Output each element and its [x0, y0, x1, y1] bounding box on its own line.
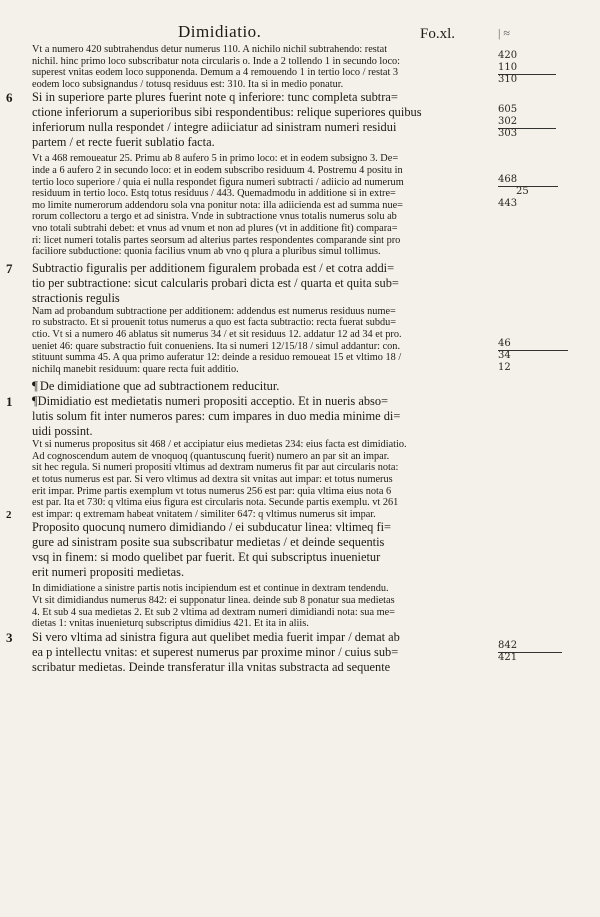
text-line: ri: licet numeri totalis partes seorsum ad alterius partes respondentes comparande sint pro	[32, 234, 401, 246]
margin-number: 420	[498, 50, 518, 61]
text-line: erit impar. Prime partis exemplum vt totus numerus 256 est par: quia vltima eius nota 6	[32, 485, 392, 497]
margin-number: 605	[498, 104, 518, 115]
corner-mark: | ≈	[498, 26, 510, 40]
rule-paragraph-3	[6, 629, 494, 675]
text-line: uidi possint.	[32, 424, 93, 439]
text-line: erit numeri propositi medietas.	[32, 565, 185, 580]
text-line: et totus numerus est par. Si vero vltimus ad dextra sit vnitas aut impar: et totus numerus	[32, 474, 393, 486]
text-line: partem / et recte fuerit sublatio facta.	[32, 135, 215, 150]
rule-paragraph-1	[6, 394, 494, 439]
text-line: stractionis regulis	[32, 290, 120, 305]
margin-number: 421	[498, 652, 518, 663]
rule-paragraph-7	[6, 260, 494, 306]
text-line: Vt a 468 remoueatur 25. Primu ab 8 aufero 5 in primo loco: et in eodem subsigno 3. De=	[32, 153, 399, 165]
text-line: residuum in tertio loco. Estq totus residuus / 443. Quemadmodu in additione si in extre=	[32, 188, 396, 200]
text-line: nichilq manebit residuum: quare recta fuit additio.	[32, 363, 239, 375]
text-line: tio per subtractione: sicut calcularis probari dicta est / quarta et quita sub=	[32, 275, 399, 290]
text-line: tertio loco superiore / quia ei nulla respondet figura numeri subtracti / adiicio ad numerum	[32, 176, 404, 188]
text-line: Nam ad probandum subtractione per additionem: addendus est numerus residuus nume=	[32, 305, 396, 317]
text-line: inde a 6 aufero 2 in secundo loco: et in eodem subscribo residuum 4. Postremu 4 positu in	[32, 164, 403, 176]
text-line: stituunt summa 45. A qua primo auferatur 12: deinde a residuo remoueat 15 et vltimo 18 /	[32, 352, 402, 364]
text-line: lutis solum fit inter numeros pares: cum impares in duo media minime di=	[32, 409, 401, 424]
text-line: vsq in finem: si modo quelibet par fuerit. Et qui subscriptus inuenietur	[32, 550, 381, 565]
margin-example-1	[498, 50, 584, 86]
text-line: Si in superiore parte plures fuerint note q inferiore: tunc completa subtra=	[32, 90, 398, 105]
text-line: In dimidiatione a sinistre partis notis incipiendum est et continue in dextram tendendu.	[32, 583, 389, 595]
margin-number: 46	[498, 338, 511, 349]
margin-number: 443	[498, 198, 518, 209]
text-line: 4. Et sub 4 sua medietas 2. Et sub 2 vltima ad dextram numeri dimidiandi nota: sua me=	[32, 606, 395, 618]
text-line: Vt si numerus propositus sit 468 / et accipiatur eius medietas 234: eius facta est dimidiatio.	[32, 439, 407, 451]
text-line: est impar: q extremam habeat vnitatem / similiter 647: q vltimus numerus sit impar.	[32, 508, 376, 520]
example-block-5	[32, 583, 494, 629]
text-line: nichil. hinc primo loco subscribatur nota circularis o. Inde a 2 tollendo 1 in secundo loco:	[32, 55, 401, 67]
rule-number: 2	[6, 508, 12, 521]
text-line: eodem loco subsignandus / totusq residuus est: 310. Ita si in medio ponatur.	[32, 78, 344, 90]
rule-number: 1	[6, 394, 13, 410]
margin-example-2	[498, 104, 584, 140]
margin-number: 468	[498, 174, 518, 185]
text-line: rorum collectoru a tergo et ad sinistra. Vnde in subtractione vnus totalis numerus solu ab	[32, 211, 397, 223]
example-block-3	[32, 306, 494, 376]
margin-number: 25	[516, 186, 529, 197]
margin-number: 34	[498, 350, 511, 361]
margin-number: 12	[498, 362, 511, 373]
text-line: faciliore subductione: quonia facilius vnum ab vno q plura a pluribus simul tollimus.	[32, 246, 381, 258]
page-header-title: Dimidiatio.	[178, 22, 262, 41]
margin-number: 842	[498, 640, 518, 651]
text-line: est par. Ita et 730: q vltima eius figura est circularis nota. Secunde partis exemplu. vt 261	[32, 497, 399, 509]
rule-paragraph-2	[32, 520, 494, 580]
text-line: ctio. Vt si a numero 46 ablatus sit numerus 34 / et sit residuus 12. addatur 12 ad 34 et pro.	[32, 328, 402, 340]
rule-paragraph-6	[6, 90, 494, 150]
text-line: Proposito quocunq numero dimidiando / ei subducatur linea: vltimeq fi=	[32, 520, 392, 535]
text-line: scribatur medietas. Deinde transferatur illa vnitas substracta ad sequente	[32, 659, 391, 674]
text-line: ueniet 46: quare substractio fuit conueniens. Ita si numeri 12/15/18 / simul addantur: con.	[32, 340, 401, 352]
text-line: sit hec regula. Si numeri propositi vltimus ad dextram numerus fit par aut circularis nota:	[32, 462, 399, 474]
margin-example-4	[498, 338, 584, 374]
text-line: Ad cognoscendum autem de vnoquoq (quantuscunq fuerit) numero an par sit an impar.	[32, 450, 390, 462]
margin-number: 303	[498, 128, 518, 139]
text-line: Si vero vltima ad sinistra figura aut quelibet media fuerit impar / demat ab	[32, 629, 400, 644]
text-line: inferiorum nulla respondet / integre adiiciatur ad sinistram numeri residui	[32, 120, 397, 135]
text-line: ctione inferiorum a superioribus sibi respondentibus: relique superiores quibus	[32, 105, 422, 120]
margin-number: 302	[498, 116, 518, 127]
text-line: ¶Dimidiatio est medietatis numeri propositi acceptio. Et in nueris abso=	[32, 394, 389, 409]
text-line: Subtractio figuralis per additionem figuralem probada est / et cotra addi=	[32, 260, 395, 275]
margin-number: 110	[498, 62, 518, 73]
text-line: dietas 1: vnitas inuenieturq subscriptus dimidius 421. Et ita in aliis.	[32, 618, 309, 630]
text-line: Vt a numero 420 subtrahendus detur numerus 110. A nichilo nichil subtrahendo: restat	[32, 44, 388, 55]
rule-number: 3	[6, 629, 13, 645]
margin-example-5	[498, 640, 584, 664]
example-block-4	[6, 439, 494, 521]
margin-number: 310	[498, 74, 518, 85]
text-line: Vt sit dimidiandus numerus 842: ei supponatur linea. deinde sub 8 ponatur sua medietas	[32, 595, 395, 607]
section-heading-text: De dimidiatione que ad subtractionem reducitur.	[39, 379, 280, 394]
text-line: superest vnitas eodem loco supponenda. Demum a 4 remouendo 1 in tertio loco / restat 3	[32, 67, 399, 79]
rule-number: 7	[6, 260, 13, 276]
text-line: ea p intellectu vnitas: et superest numerus par proxime minor / cuius sub=	[32, 644, 399, 659]
text-line: vno totali subtrahi debet: et vnus ad vnum et non ad plures (vt in additione fit) compara=	[32, 222, 398, 234]
text-line: ro substracto. Et si prouenit totus numerus a quo est facta subtractio: recta fuerat subdu=	[32, 317, 397, 329]
folio-number: Fo.xl.	[420, 26, 456, 42]
example-block-1	[32, 44, 494, 90]
pilcrow-icon: ¶	[32, 378, 38, 394]
page-body	[6, 44, 494, 675]
example-block-2	[32, 153, 494, 257]
text-line: mo limite numerorum addendoru sola vna ponitur nota: illa adiicienda est ad summa nue=	[32, 199, 403, 211]
margin-example-3	[498, 174, 584, 210]
rule-number: 6	[6, 90, 13, 106]
section-heading	[32, 378, 494, 394]
text-line: gure ad sinistram posite sua subscribatur medietas / et deinde sequentis	[32, 535, 385, 550]
